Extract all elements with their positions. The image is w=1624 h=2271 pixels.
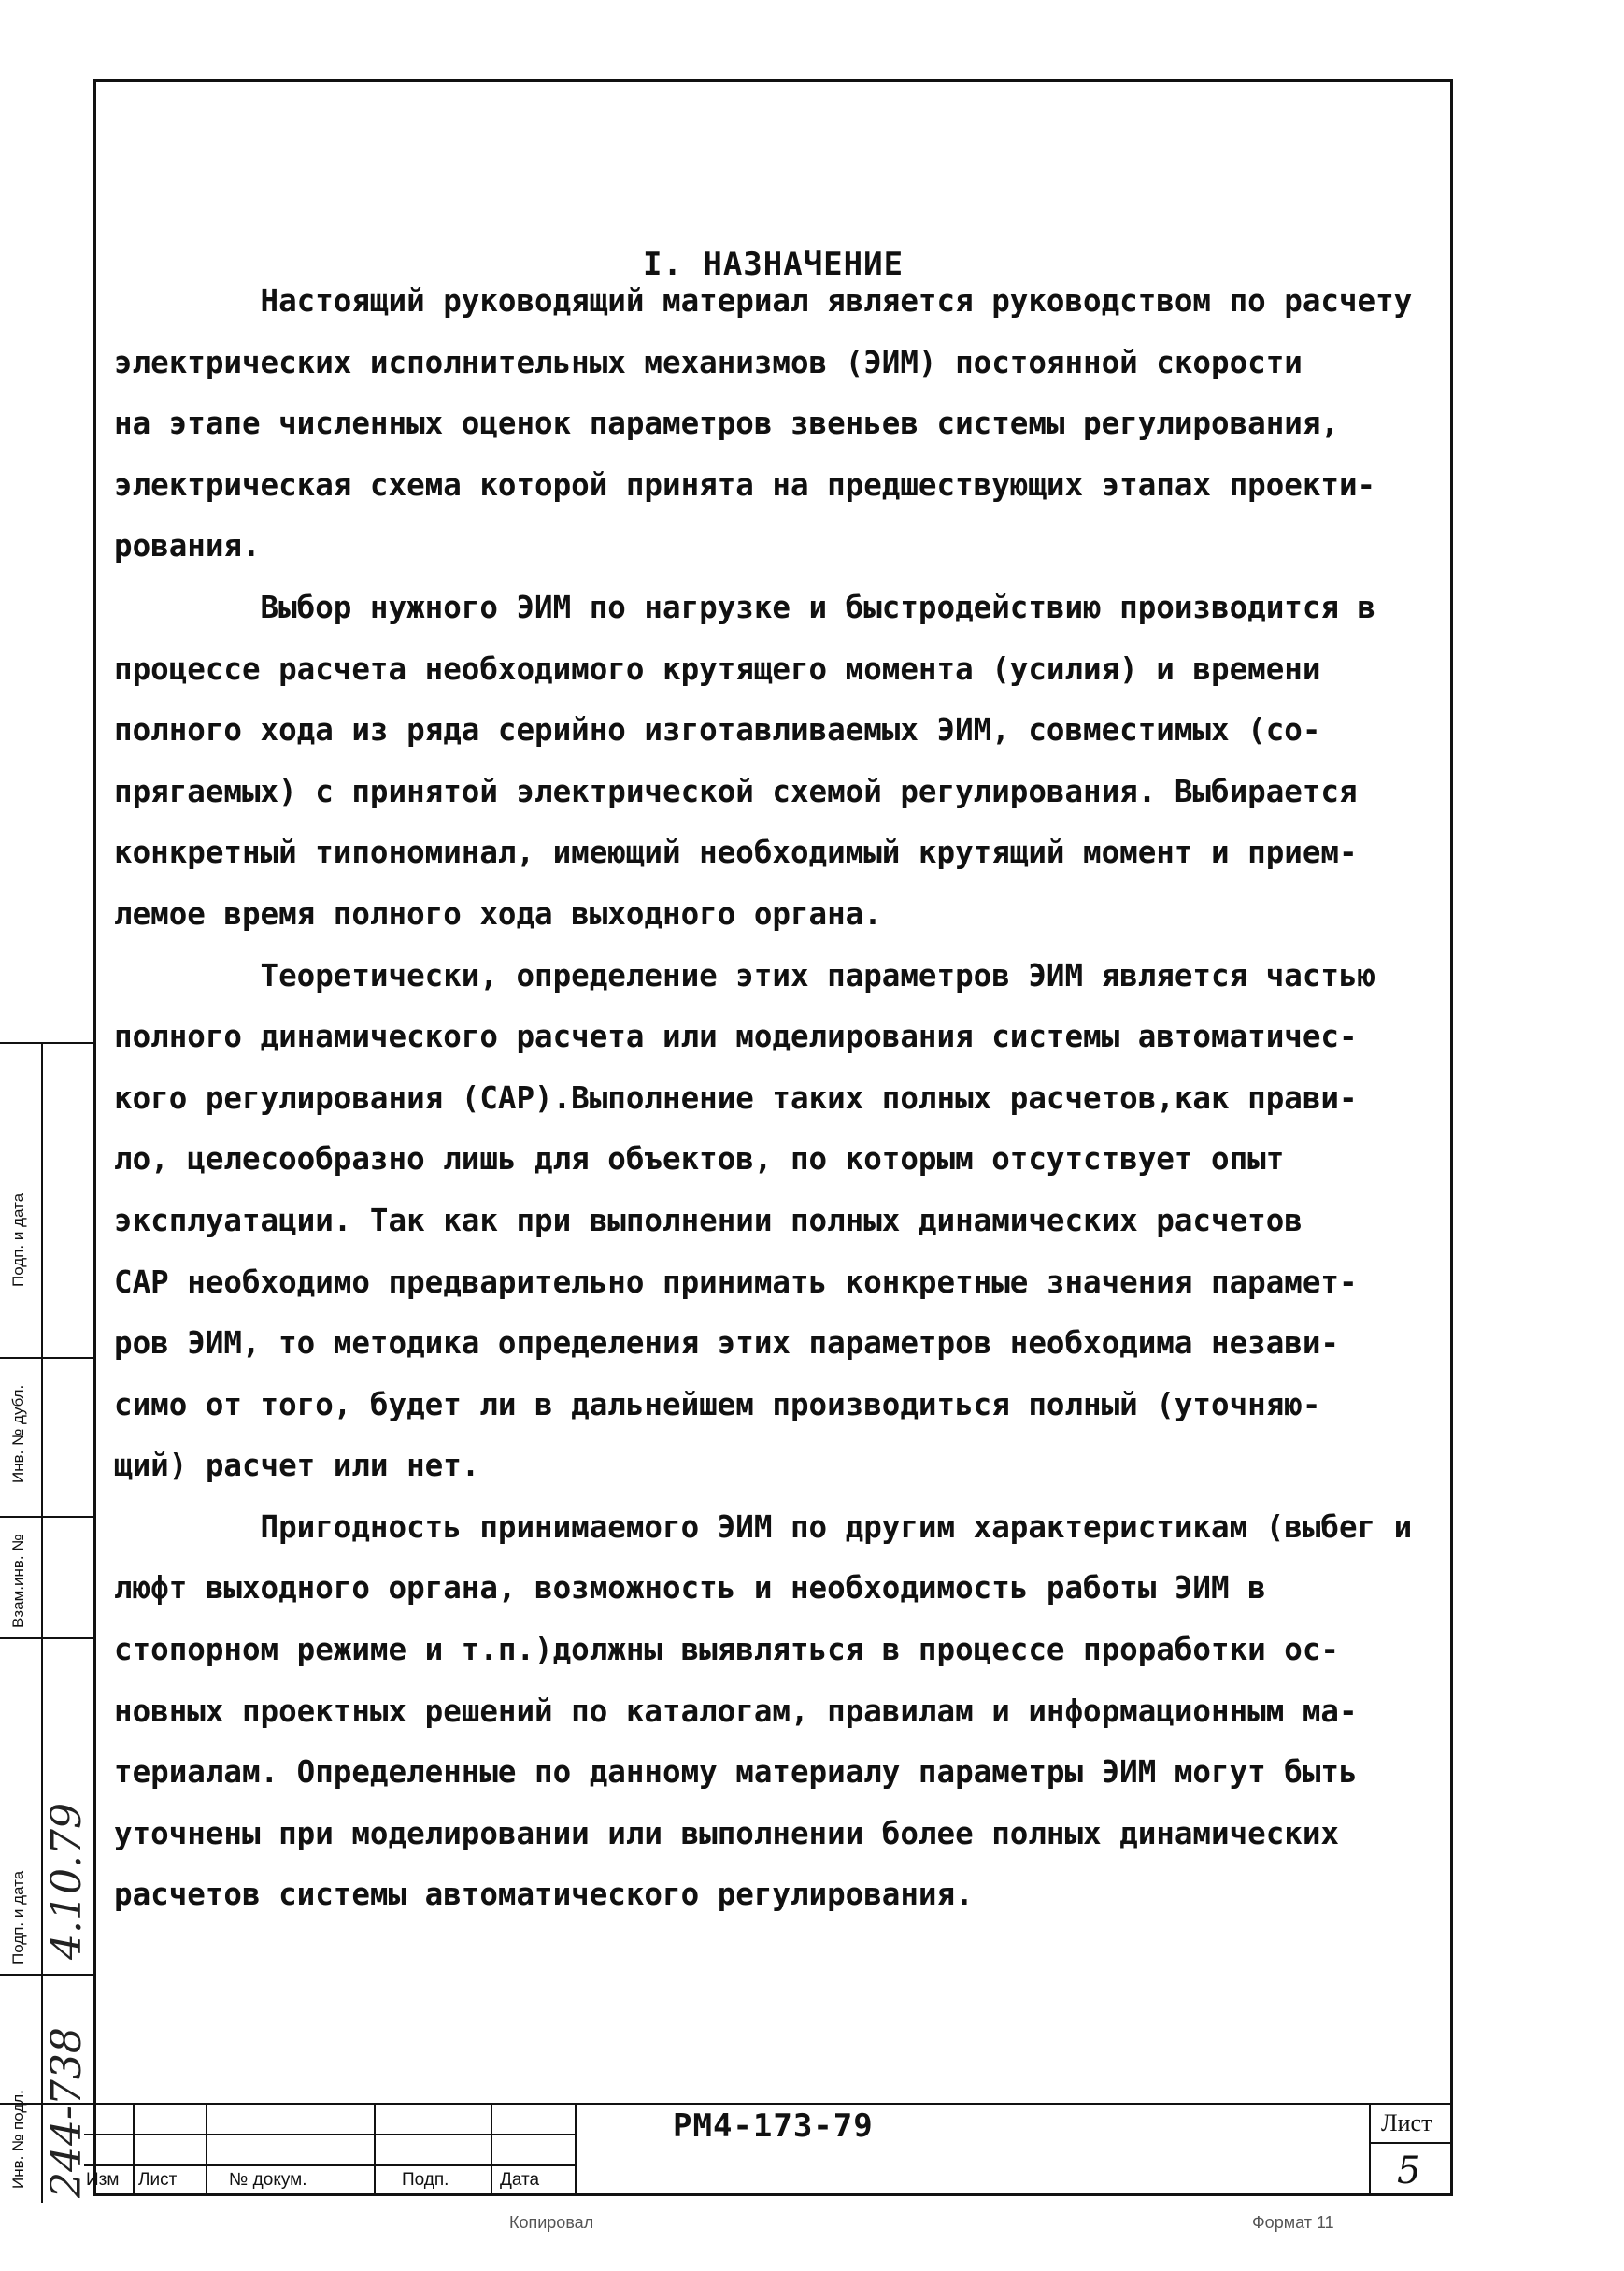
col-izm: Изм — [86, 2170, 120, 2190]
body-line: конкретный типономинал, имеющий необходимый крутящий момент и прием- — [114, 835, 1358, 871]
body-line: уточнены при моделировании или выполнении более полных динамических — [114, 1815, 1339, 1851]
body-line: ров ЭИМ, то методика определения этих параметров необходима незави- — [114, 1325, 1339, 1362]
stamp-podp-data-1: Подп. и дата — [9, 1193, 27, 1287]
handwritten-date: 4.10.79 — [43, 1803, 91, 1960]
body-line: полного хода из ряда серийно изготавливаемых ЭИМ, совместимых (со- — [114, 712, 1321, 749]
body-line: Теоретически, определение этих параметров ЭИМ является частью — [114, 957, 1376, 993]
body-line: териалам. Определенные по данному материалу параметры ЭИМ могут быть — [114, 1754, 1358, 1791]
body-line: стопорном режиме и т.п.)должны выявляться в процессе проработки ос- — [114, 1632, 1339, 1668]
title-block-column-rule — [374, 2103, 376, 2196]
handwritten-inv-number: 244-738 — [43, 2027, 91, 2198]
col-podp: Подп. — [402, 2170, 449, 2190]
title-block-sheet-rule — [1369, 2142, 1453, 2144]
body-line: процессе расчета необходимого крутящего момента (усилия) и времени — [114, 650, 1321, 687]
stamp-separator — [0, 1357, 93, 1359]
title-block-column-rule — [133, 2103, 135, 2196]
body-line: электрическая схема которой принята на предшествующих этапах проекти- — [114, 466, 1376, 503]
body-line: новных проектных решений по каталогам, правилам и информационным ма- — [114, 1693, 1358, 1729]
body-line: кого регулирования (САР).Выполнение таких полных расчетов,как прави- — [114, 1079, 1358, 1116]
col-list: Лист — [138, 2170, 178, 2190]
body-line: Пригодность принимаемого ЭИМ по другим характеристикам (выбег и — [114, 1508, 1413, 1545]
stamp-separator — [0, 1516, 93, 1518]
body-line: эксплуатации. Так как при выполнении полных динамических расчетов — [114, 1202, 1303, 1238]
col-data: Дата — [500, 2170, 540, 2190]
body-line: Настоящий руководящий материал является руководством по расчету — [114, 283, 1413, 319]
body-line: полного динамического расчета или моделирования системы автоматичес- — [114, 1019, 1358, 1055]
body-line: САР необходимо предварительно принимать конкретные значения парамет- — [114, 1264, 1358, 1300]
stamp-inv-podl: Инв. № подл. — [9, 2090, 27, 2189]
title-block-row-rule — [84, 2164, 575, 2166]
body-line: прягаемых) с принятой электрической схемой регулирования. Выбирается — [114, 773, 1358, 809]
body-text — [114, 271, 1432, 1926]
col-doc: № докум. — [229, 2170, 307, 2190]
stamp-podp-data-2: Подп. и дата — [9, 1870, 27, 1964]
format-label: Формат 11 — [1252, 2213, 1334, 2232]
section-heading: I. НАЗНАЧЕНИЕ — [642, 246, 905, 283]
title-block-column-rule — [575, 2103, 577, 2196]
stamp-separator — [0, 1974, 93, 1976]
body-line: расчетов системы автоматического регулирования. — [114, 1877, 974, 1913]
sheet-label: Лист — [1381, 2109, 1432, 2136]
stamp-inv-dubl: Инв. № дубл. — [9, 1384, 27, 1483]
body-line: люфт выходного органа, возможность и необходимость работы ЭИМ в — [114, 1570, 1266, 1607]
body-line: ло, целесообразно лишь для объектов, по которым отсутствует опыт — [114, 1141, 1285, 1178]
title-block-top-rule — [0, 2103, 1453, 2105]
copied-by-label: Копировал — [509, 2213, 594, 2232]
sheet-number: 5 — [1397, 2150, 1421, 2192]
body-line: лемое время полного хода выходного органа. — [114, 895, 882, 932]
document-number: РМ4-173-79 — [673, 2107, 874, 2145]
stamp-vzam-inv: Взам.инв. № — [9, 1534, 27, 1628]
side-stamp — [0, 1042, 93, 2203]
title-block-column-rule — [491, 2103, 492, 2196]
title-block-column-rule — [1369, 2103, 1371, 2196]
body-line: Выбор нужного ЭИМ по нагрузке и быстродействию производится в — [114, 589, 1376, 625]
body-line: симо от того, будет ли в дальнейшем производиться полный (уточняю- — [114, 1386, 1321, 1422]
title-block-column-rule — [206, 2103, 207, 2196]
body-line: рования. — [114, 528, 261, 564]
body-line: щий) расчет или нет. — [114, 1448, 480, 1484]
title-block-row-rule — [84, 2134, 575, 2135]
body-line: на этапе численных оценок параметров звеньев системы регулирования, — [114, 406, 1339, 442]
body-line: электрических исполнительных механизмов (ЭИМ) постоянной скорости — [114, 344, 1303, 380]
stamp-separator — [0, 1637, 93, 1639]
